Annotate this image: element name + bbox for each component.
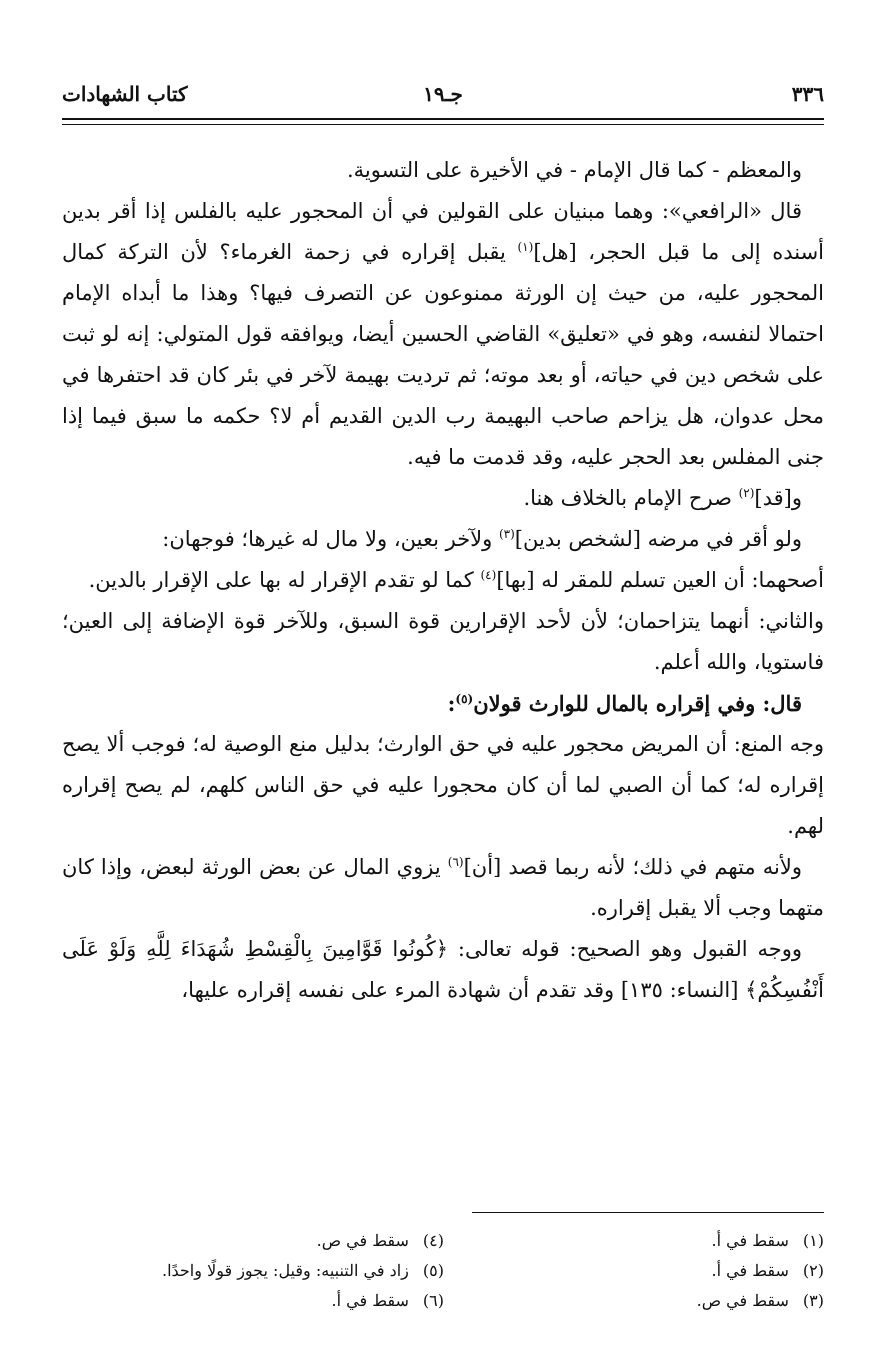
footnote-number: (١) [802, 1231, 824, 1250]
footnote [62, 1286, 444, 1316]
footnote [444, 1286, 824, 1316]
book-title: كتاب الشهادات [62, 82, 188, 106]
footnote-number: (٢) [802, 1261, 824, 1280]
footnote-text: سقط في أ. [711, 1231, 789, 1250]
footnote-text: زاد في التنبيه: وقيل: يجوز قولًا واحدًا. [161, 1261, 409, 1280]
paragraph: والمعظم - كما قال الإمام - في الأخيرة على التسوية. [347, 158, 802, 182]
footnotes-column-left [62, 1226, 444, 1316]
footnote-marker: (٤) [480, 568, 497, 582]
paragraph: ولأنه متهم في ذلك؛ لأنه ربما قصد [أن]$^{(٦)}$ يزوي المال عن بعض الورثة لبعض، وإذا كان متهما وجب ألا يقبل إقراره. [62, 855, 824, 920]
footnote-rule [472, 1212, 824, 1213]
header-rule-thick [62, 118, 824, 120]
footnotes [62, 1226, 824, 1326]
footnote [444, 1226, 824, 1256]
footnotes-column-right [444, 1226, 824, 1316]
footnote [62, 1226, 444, 1256]
footnote-number: (٦) [422, 1291, 444, 1310]
paragraph: قال «الرافعي»: وهما مبنيان على القولين في أن المحجور عليه بالفلس إذا أقر بدين أسنده إلى ما قبل الحجر، [هل]$^{(١)}$ يقبل إقراره في زحمة الغرماء؟ لأن التركة كمال المحجور عليه، من حيث إن الورثة ممنوعون عن التصرف فيها؟ وهذا ما أبداه الإمام احتمالا لنفسه، وهو في «تعليق» القاضي الحسين أيضا، ويوافقه قول المتولي: إنه لو ثبت على شخص دين في حياته، أو بعد موته؛ ثم ترديت بهيمة لآخر في بئر كان قد احتفرها في محل عدوان، هل يزاحم صاحب البهيمة رب الدين القديم أم لا؟ حكمه ما سبق فيما إذا جنى المفلس بعد الحجر عليه، وقد قدمت ما فيه. [62, 199, 824, 469]
header-rule-thin [62, 124, 824, 125]
footnote-marker: (١) [517, 240, 534, 254]
footnote [444, 1256, 824, 1286]
paragraph: أصحهما: أن العين تسلم للمقر له [بها]$^{(٤)}$ كما لو تقدم الإقرار له بها على الإقرار بالدين. [88, 568, 824, 592]
footnote-marker: (٦) [447, 855, 464, 869]
footnote-text: سقط في ص. [316, 1231, 409, 1250]
paragraph: ووجه القبول وهو الصحيح: قوله تعالى: ﴿كُونُوا قَوَّامِينَ بِالْقِسْطِ شُهَدَاءَ لِلَّهِ وَلَوْ عَلَى أَنْفُسِكُمْ﴾ [النساء: ١٣٥] وقد تقدم أن شهادة المرء على نفسه إقراره عليها، [62, 937, 824, 1002]
footnote-number: (٤) [422, 1231, 444, 1250]
footnote-marker: (٢) [738, 486, 755, 500]
running-header [62, 82, 824, 112]
paragraph: والثاني: أنهما يتزاحمان؛ لأن لأحد الإقرارين قوة السبق، وللآخر قوة الإضافة إلى العين؛ فاستويا، والله أعلم. [62, 609, 824, 674]
footnote-marker: (٣) [498, 527, 515, 541]
footnote [62, 1256, 444, 1286]
footnote-number: (٥) [422, 1261, 444, 1280]
paragraph: وجه المنع: أن المريض محجور عليه في حق الوارث؛ بدليل منع الوصية له؛ فوجب ألا يصح إقراره له؛ كما أن الصبي لما أن كان محجورا عليه في حق الناس كلهم، لم يصح إقراره لهم. [62, 732, 824, 838]
footnote-marker: (٥) [455, 692, 474, 706]
footnote-text: سقط في ص. [696, 1291, 789, 1310]
volume-label: جـ١٩ [423, 82, 463, 106]
paragraph-heading: قال: وفي إقراره بالمال للوارث قولان$^{(٥)}$: [447, 691, 802, 716]
footnote-number: (٣) [802, 1291, 824, 1310]
footnote-text: سقط في أ. [711, 1261, 789, 1280]
paragraph: و[قد]$^{(٢)}$ صرح الإمام بالخلاف هنا. [523, 486, 802, 510]
footnote-text: سقط في أ. [331, 1291, 409, 1310]
page-number: ٣٣٦ [791, 82, 824, 106]
paragraph: ولو أقر في مرضه [لشخص بدين]$^{(٣)}$ ولآخر بعين، ولا مال له غيرها؛ فوجهان: [162, 527, 802, 551]
main-text [62, 150, 824, 1011]
